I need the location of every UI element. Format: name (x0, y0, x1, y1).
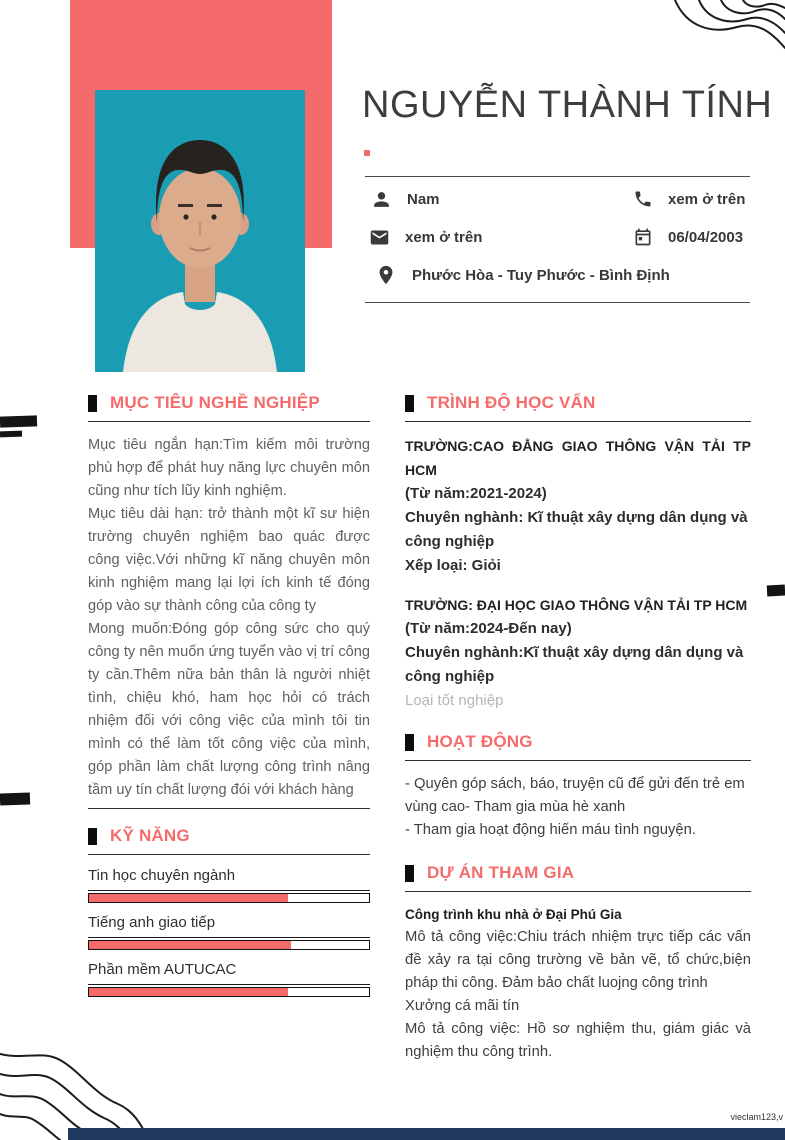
heading-marker (88, 395, 97, 412)
section-projects (405, 862, 751, 1064)
education-entry (405, 593, 751, 713)
project-name: Xưởng cá mãi tín (405, 998, 520, 1014)
heading-underline (405, 891, 751, 892)
skill-level-fill (89, 988, 288, 996)
section-objective (88, 392, 370, 809)
heading-marker (88, 828, 97, 845)
heading-underline (405, 421, 751, 422)
section-activities (405, 731, 751, 842)
contact-value: xem ở trên (668, 190, 746, 208)
contact-value: Phước Hòa - Tuy Phước - Bình Định (412, 266, 670, 284)
section-heading (88, 392, 370, 414)
skill-name: Tiếng anh giao tiếp (88, 914, 370, 938)
section-heading (405, 392, 751, 414)
section-heading (405, 731, 751, 753)
objective-paragraph: Mong muốn:Đóng góp công sức cho quý công ty nên muốn ứng tuyển vào vị trí công ty cần.Thêm nữa bản thân là người nhiệt tình, chiệu khó, ham học hỏi có trách nhiệm đối với công việc của mình tôi tin mình có thể làm tốt công việc của mình, góp phần làm chất lượng công trình nâng tầm uy tín chất lượng đói với khách hàng (88, 621, 370, 798)
skill-item (88, 961, 370, 997)
calendar-icon (633, 227, 653, 247)
skill-bar (88, 987, 370, 997)
skill-bar (88, 940, 370, 950)
skill-item (88, 914, 370, 950)
right-column (405, 392, 751, 1064)
contact-divider (365, 302, 750, 303)
heading-marker (405, 865, 414, 882)
section-title: HOẠT ĐỘNG (427, 732, 533, 751)
heading-underline (88, 854, 370, 855)
section-education (405, 392, 751, 713)
activity-item: - Tham gia hoạt động hiến máu tình nguyện. (405, 822, 696, 838)
skill-level-fill (89, 894, 288, 902)
heading-marker (405, 734, 414, 751)
education-major: Chuyên nghành: Kĩ thuật xây dựng dân dụng và công nghiệp (405, 509, 748, 550)
objective-paragraph: Mục tiêu dài hạn: trở thành một kĩ sư hiện trường chuyên nghiệm bao quác được công việc.Với những kĩ năng chuyên môn kinh nghiệm mang lại lợi ích kinh tế đóng góp vào sự thành công của công ty (88, 506, 370, 614)
education-grade-placeholder: Loại tốt nghiệp (405, 692, 504, 709)
contact-address (375, 264, 670, 286)
section-title: KỸ NĂNG (110, 826, 190, 845)
education-years: (Từ năm:2024-Đến nay) (405, 620, 572, 637)
education-school: TRƯỜNG: ĐẠI HỌC GIAO THÔNG VẬN TẢI TP HCM (405, 597, 748, 613)
contact-email (369, 227, 482, 248)
ink-mark (0, 415, 37, 427)
skill-bar (88, 893, 370, 903)
mail-icon (369, 227, 390, 248)
project-name: Công trình khu nhà ở Đại Phú Gia (405, 907, 622, 922)
ink-mark (767, 585, 785, 597)
section-heading (88, 825, 370, 847)
contact-info (365, 184, 750, 302)
decorative-waves-bottom-left-icon (0, 1048, 150, 1140)
contact-value: xem ở trên (405, 229, 483, 246)
bottom-bar (68, 1128, 785, 1140)
header-divider (365, 176, 750, 177)
project-description: Mô tả công việc: Hồ sơ nghiệm thu, giám giác và nghiệm thu công trình. (405, 1021, 751, 1060)
objective-paragraph: Mục tiêu ngắn hạn:Tìm kiếm môi trường phù hợp để phát huy năng lực chuyên môn cũng như tích lũy kinh nghiệm. (88, 437, 370, 499)
section-title: DỰ ÁN THAM GIA (427, 863, 575, 882)
skill-name: Tin học chuyên ngành (88, 867, 370, 891)
contact-phone (633, 189, 745, 209)
education-major: Chuyên nghành:Kĩ thuật xây dựng dân dụng và công nghiệp (405, 644, 744, 685)
watermark: vieclam123,v (730, 1112, 783, 1122)
education-school: TRƯỜNG:CAO ĐẲNG GIAO THÔNG VẬN TẢI TP HCM (405, 438, 751, 478)
section-title: MỤC TIÊU NGHỀ NGHIỆP (110, 393, 320, 412)
section-title: TRÌNH ĐỘ HỌC VẤN (427, 393, 596, 412)
left-column (88, 392, 370, 1008)
contact-gender (371, 189, 440, 210)
skill-name: Phần mềm AUTUCAC (88, 961, 370, 985)
heading-underline (88, 421, 370, 422)
heading-marker (405, 395, 414, 412)
location-pin-icon (375, 264, 397, 286)
candidate-name: NGUYỄN THÀNH TÍNH (362, 84, 773, 126)
education-years: (Từ năm:2021-2024) (405, 485, 547, 502)
ink-mark (0, 792, 30, 805)
education-entry (405, 434, 751, 578)
heading-underline (405, 760, 751, 761)
project-description: Mô tả công việc:Chiu trách nhiệm trực tiếp các vấn đề xảy ra tại công trường về bản vẽ, tổ chức,biện pháp thi công. Đảm bảo chất luojng công trình (405, 929, 751, 991)
skill-item (88, 867, 370, 903)
person-icon (371, 189, 392, 210)
phone-icon (633, 189, 653, 209)
skill-level-fill (89, 941, 291, 949)
accent-dot (364, 150, 370, 156)
contact-birthday (633, 227, 743, 247)
profile-photo (95, 90, 305, 372)
contact-value: Nam (407, 191, 440, 208)
section-heading (405, 862, 751, 884)
education-grade: Xếp loại: Giỏi (405, 557, 501, 574)
section-skills (88, 825, 370, 997)
section-divider (88, 808, 370, 809)
ink-mark (0, 431, 22, 438)
contact-value: 06/04/2003 (668, 228, 744, 246)
activity-item: - Quyên góp sách, báo, truyện cũ để gửi đến trẻ em vùng cao- Tham gia mùa hè xanh (405, 776, 745, 815)
